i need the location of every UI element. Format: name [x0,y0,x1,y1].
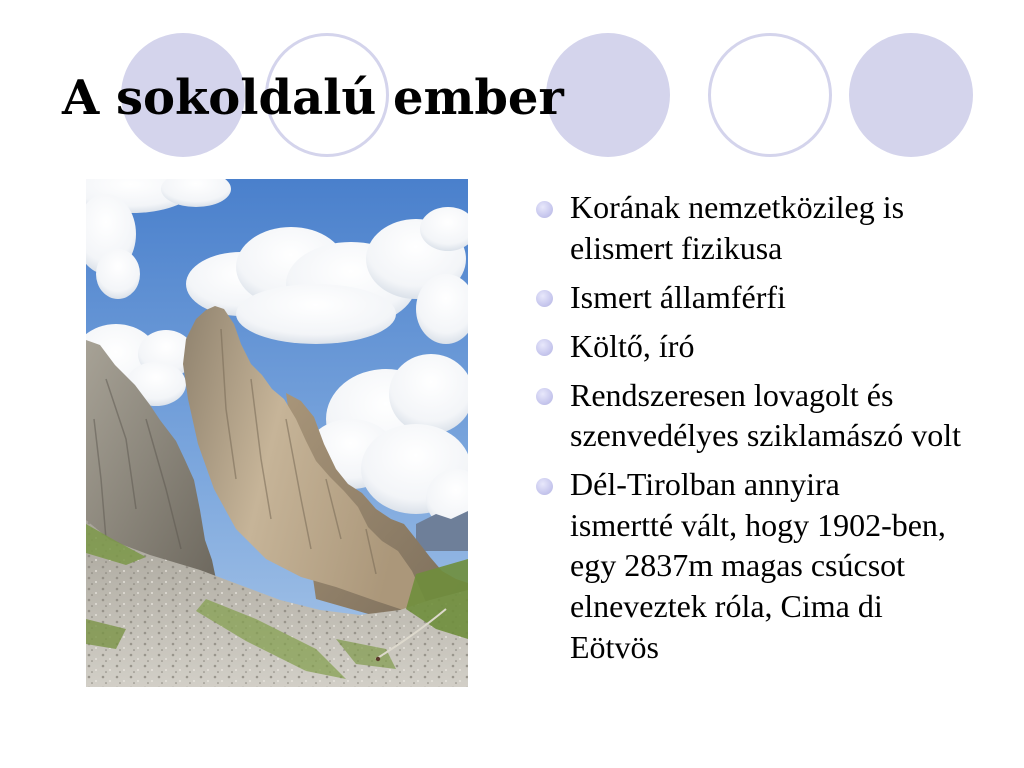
bullet-item [570,187,961,268]
bullet-icon [536,201,553,218]
slide-title: A sokoldalú ember [62,70,564,126]
hiker [376,657,380,661]
bullet-text-line: ismertté vált, hogy 1902-ben, [570,506,946,543]
decor-circle-filled [546,33,670,157]
bullet-item [570,375,961,456]
bullet-list [570,187,961,667]
bullet-text-line: Költő, író [570,327,695,364]
bullet-icon [536,290,553,307]
decor-circle-filled [849,33,973,157]
bullet-text-line: Dél-Tirolban annyira [570,466,840,503]
bullet-text-line: szenvedélyes sziklamászó volt [570,417,961,454]
bullet-item [570,326,961,367]
bullet-text-line: Ismert államférfi [570,278,786,315]
bullet-text-line: elismert fizikusa [570,229,783,266]
bullet-text-line: egy 2837m magas csúcsot [570,547,906,584]
mountain-photo [86,179,468,687]
bullet-text-line: Rendszeresen lovagolt és [570,376,894,413]
bullet-icon [536,388,553,405]
bullet-item [570,277,961,318]
bullet-text-line: Eötvös [570,628,659,665]
bullet-text-line: Korának nemzetközileg is [570,189,905,225]
bullet-icon [536,478,553,495]
bullet-item [570,464,961,667]
bullet-icon [536,339,553,356]
bullet-text-line: elneveztek róla, Cima di [570,587,883,624]
decor-circle-outline [708,33,832,157]
